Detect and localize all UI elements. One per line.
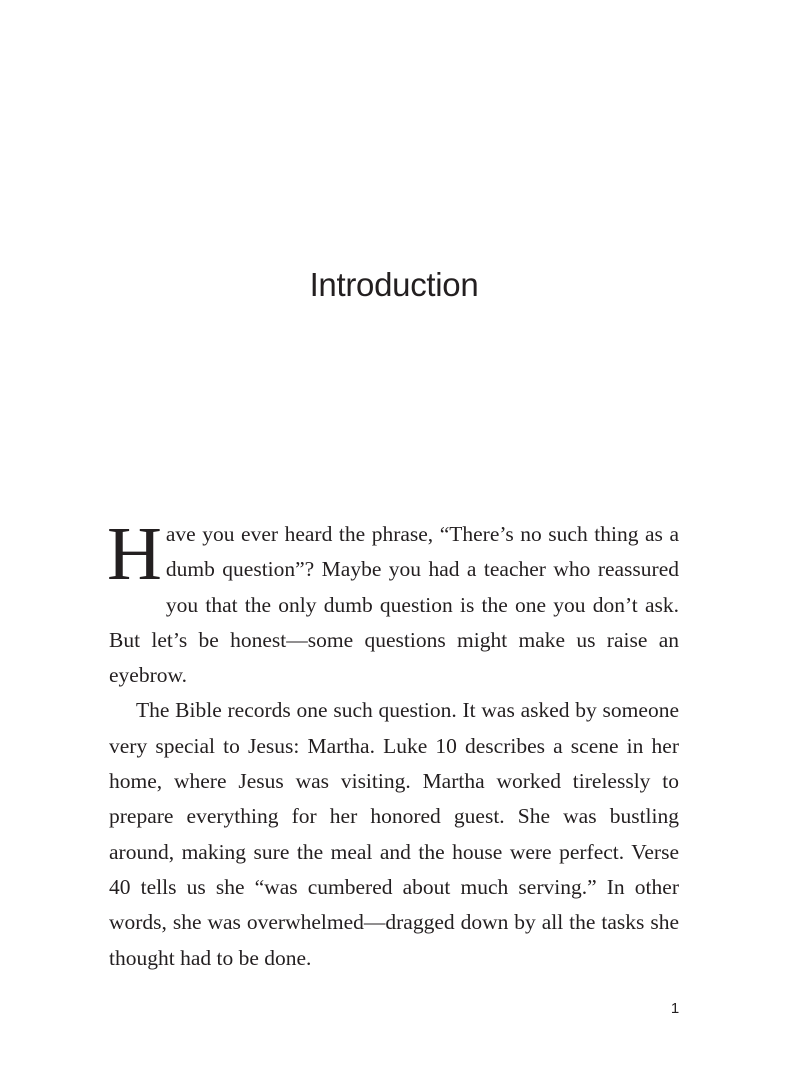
paragraph-2: The Bible records one such question. It was asked by someone very special to Jesus: Martha. Luke 10 describes a scene in her home, where Jesus was visiting. Martha worked tirelessly to prepare everything for her honored guest. She was bustling around, making sure the meal and the house were perfect. Verse 40 tells us she “was cumbered about much serving.” In other words, she was overwhelmed—dragged down by all the tasks she thought had to be done.	[109, 698, 679, 970]
paragraph-1	[107, 512, 679, 693]
drop-cap: H	[107, 512, 162, 596]
paragraph-1-text: ave you ever heard the phrase, “There’s no such thing as a dumb question”? Maybe you had a teacher who reassured you that the only dumb question is the one you don’t ask. But let’s be honest—some questions might make us raise an eyebrow.	[109, 522, 679, 688]
page-number: 1	[670, 1000, 680, 1017]
chapter-title: Introduction	[309, 266, 479, 303]
body-text	[107, 512, 679, 976]
